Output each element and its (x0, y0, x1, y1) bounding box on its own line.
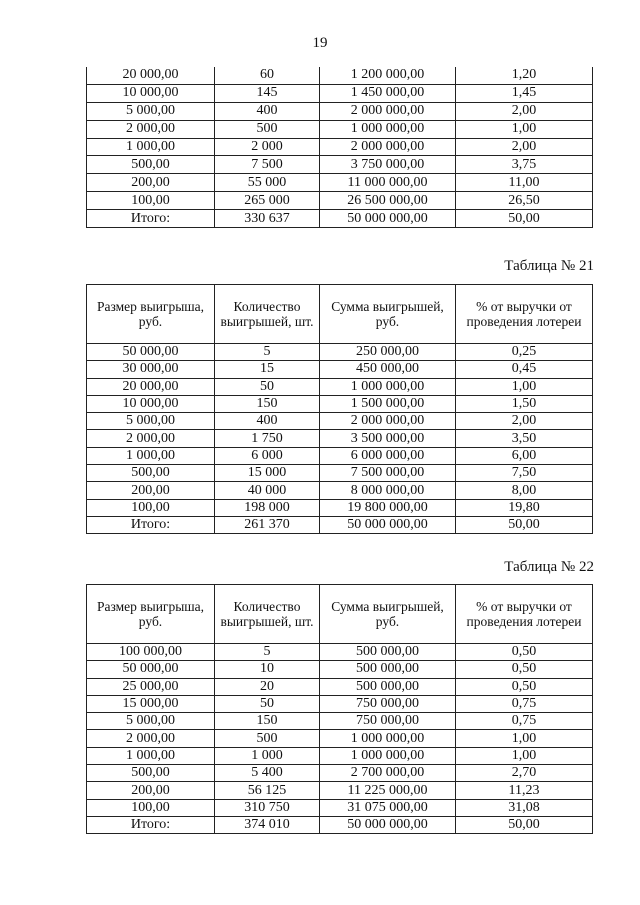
cell-prize-count: 500 (215, 120, 320, 138)
cell-prize-size: 20 000,00 (87, 378, 215, 395)
cell-prize-sum: 50 000 000,00 (320, 516, 456, 533)
cell-revenue-percent: 2,00 (456, 102, 593, 120)
table-row (87, 120, 593, 138)
table-row (87, 192, 593, 210)
cell-revenue-percent: 1,00 (456, 730, 593, 747)
cell-prize-size: 200,00 (87, 782, 215, 799)
header-prize-sum: Сумма выигрышей, руб. (320, 585, 456, 644)
cell-prize-size: 500,00 (87, 765, 215, 782)
cell-revenue-percent: 3,75 (456, 156, 593, 174)
cell-revenue-percent: 0,25 (456, 344, 593, 361)
table-row (87, 799, 593, 816)
cell-prize-sum: 3 750 000,00 (320, 156, 456, 174)
cell-prize-count: 60 (215, 67, 320, 84)
cell-prize-sum: 1 500 000,00 (320, 395, 456, 412)
table-body (87, 644, 593, 834)
cell-prize-sum: 500 000,00 (320, 644, 456, 661)
table-row (87, 447, 593, 464)
cell-prize-sum: 11 000 000,00 (320, 174, 456, 192)
cell-prize-size: 200,00 (87, 482, 215, 499)
cell-prize-count: 265 000 (215, 192, 320, 210)
cell-revenue-percent: 50,00 (456, 516, 593, 533)
table-row (87, 678, 593, 695)
cell-prize-size: 100,00 (87, 499, 215, 516)
cell-revenue-percent: 31,08 (456, 799, 593, 816)
cell-prize-count: 1 750 (215, 430, 320, 447)
cell-prize-size: Итого: (87, 210, 215, 228)
cell-prize-count: 7 500 (215, 156, 320, 174)
table-row (87, 465, 593, 482)
table-row (87, 84, 593, 102)
table-row (87, 174, 593, 192)
cell-prize-size: 2 000,00 (87, 120, 215, 138)
cell-prize-count: 50 (215, 695, 320, 712)
continued-prize-table (86, 67, 593, 228)
cell-prize-count: 5 (215, 644, 320, 661)
cell-revenue-percent: 26,50 (456, 192, 593, 210)
cell-prize-count: 145 (215, 84, 320, 102)
cell-prize-sum: 2 000 000,00 (320, 138, 456, 156)
prize-table-22 (86, 584, 593, 834)
cell-prize-size: 2 000,00 (87, 730, 215, 747)
header-row (87, 285, 593, 344)
cell-prize-size: 5 000,00 (87, 413, 215, 430)
table-row (87, 361, 593, 378)
cell-prize-sum: 2 000 000,00 (320, 413, 456, 430)
cell-prize-count: 15 (215, 361, 320, 378)
cell-prize-sum: 1 000 000,00 (320, 378, 456, 395)
cell-prize-count: 330 637 (215, 210, 320, 228)
cell-prize-size: 1 000,00 (87, 138, 215, 156)
header-row (87, 585, 593, 644)
table-row (87, 156, 593, 174)
table-row (87, 644, 593, 661)
cell-prize-count: 10 (215, 661, 320, 678)
table-row (87, 378, 593, 395)
cell-revenue-percent: 8,00 (456, 482, 593, 499)
cell-prize-size: Итого: (87, 816, 215, 833)
table-21-caption: Таблица № 21 (504, 258, 594, 274)
cell-prize-count: 310 750 (215, 799, 320, 816)
cell-prize-sum: 31 075 000,00 (320, 799, 456, 816)
cell-prize-sum: 3 500 000,00 (320, 430, 456, 447)
header-revenue-percent: % от выручки от проведения лотереи (456, 285, 593, 344)
cell-prize-count: 15 000 (215, 465, 320, 482)
cell-prize-size: 100 000,00 (87, 644, 215, 661)
table-body (87, 67, 593, 228)
cell-revenue-percent: 0,50 (456, 644, 593, 661)
cell-prize-sum: 7 500 000,00 (320, 465, 456, 482)
cell-prize-count: 261 370 (215, 516, 320, 533)
header-prize-size: Размер выигрыша, руб. (87, 285, 215, 344)
cell-revenue-percent: 11,23 (456, 782, 593, 799)
cell-prize-sum: 1 450 000,00 (320, 84, 456, 102)
table-row (87, 102, 593, 120)
table-row (87, 695, 593, 712)
table-row (87, 210, 593, 228)
cell-prize-sum: 6 000 000,00 (320, 447, 456, 464)
table-row (87, 413, 593, 430)
cell-prize-count: 500 (215, 730, 320, 747)
cell-prize-size: 500,00 (87, 465, 215, 482)
prize-table-21 (86, 284, 593, 534)
cell-prize-size: 25 000,00 (87, 678, 215, 695)
cell-revenue-percent: 1,45 (456, 84, 593, 102)
cell-prize-size: 10 000,00 (87, 84, 215, 102)
cell-prize-count: 5 400 (215, 765, 320, 782)
cell-prize-count: 20 (215, 678, 320, 695)
cell-prize-sum: 500 000,00 (320, 661, 456, 678)
table-row (87, 713, 593, 730)
page-number: 19 (312, 35, 328, 51)
table-row (87, 782, 593, 799)
table-row (87, 765, 593, 782)
cell-prize-sum: 1 000 000,00 (320, 730, 456, 747)
table-row (87, 499, 593, 516)
cell-prize-size: 50 000,00 (87, 344, 215, 361)
cell-prize-size: 15 000,00 (87, 695, 215, 712)
cell-revenue-percent: 0,50 (456, 661, 593, 678)
table-header (87, 285, 593, 344)
cell-prize-count: 150 (215, 713, 320, 730)
table-row (87, 344, 593, 361)
cell-prize-size: 1 000,00 (87, 747, 215, 764)
cell-prize-count: 400 (215, 413, 320, 430)
cell-revenue-percent: 1,20 (456, 67, 593, 84)
cell-prize-size: 1 000,00 (87, 447, 215, 464)
cell-prize-size: 5 000,00 (87, 713, 215, 730)
cell-prize-sum: 450 000,00 (320, 361, 456, 378)
table-row (87, 482, 593, 499)
cell-prize-count: 150 (215, 395, 320, 412)
cell-revenue-percent: 50,00 (456, 816, 593, 833)
header-prize-count: Количество выигрышей, шт. (215, 285, 320, 344)
cell-revenue-percent: 0,75 (456, 695, 593, 712)
cell-revenue-percent: 6,00 (456, 447, 593, 464)
cell-prize-sum: 2 000 000,00 (320, 102, 456, 120)
cell-prize-count: 40 000 (215, 482, 320, 499)
header-prize-count: Количество выигрышей, шт. (215, 585, 320, 644)
table-row (87, 67, 593, 84)
header-prize-sum: Сумма выигрышей, руб. (320, 285, 456, 344)
cell-prize-sum: 19 800 000,00 (320, 499, 456, 516)
table-row (87, 430, 593, 447)
cell-prize-count: 6 000 (215, 447, 320, 464)
cell-prize-size: 30 000,00 (87, 361, 215, 378)
cell-prize-sum: 50 000 000,00 (320, 210, 456, 228)
cell-prize-size: 100,00 (87, 799, 215, 816)
cell-prize-sum: 26 500 000,00 (320, 192, 456, 210)
cell-prize-sum: 11 225 000,00 (320, 782, 456, 799)
cell-prize-sum: 8 000 000,00 (320, 482, 456, 499)
table-row (87, 138, 593, 156)
cell-prize-size: 50 000,00 (87, 661, 215, 678)
cell-prize-sum: 250 000,00 (320, 344, 456, 361)
cell-prize-count: 50 (215, 378, 320, 395)
cell-revenue-percent: 0,50 (456, 678, 593, 695)
cell-prize-count: 2 000 (215, 138, 320, 156)
cell-prize-size: 5 000,00 (87, 102, 215, 120)
cell-prize-sum: 50 000 000,00 (320, 816, 456, 833)
cell-revenue-percent: 0,45 (456, 361, 593, 378)
table-header (87, 585, 593, 644)
cell-revenue-percent: 2,00 (456, 413, 593, 430)
table-row (87, 395, 593, 412)
table-row (87, 516, 593, 533)
cell-revenue-percent: 19,80 (456, 499, 593, 516)
cell-prize-sum: 750 000,00 (320, 713, 456, 730)
cell-revenue-percent: 50,00 (456, 210, 593, 228)
cell-prize-size: 20 000,00 (87, 67, 215, 84)
cell-prize-count: 5 (215, 344, 320, 361)
cell-prize-size: 10 000,00 (87, 395, 215, 412)
cell-prize-size: 2 000,00 (87, 430, 215, 447)
table-row (87, 747, 593, 764)
table-body (87, 344, 593, 534)
cell-prize-size: 200,00 (87, 174, 215, 192)
table-row (87, 730, 593, 747)
cell-revenue-percent: 2,70 (456, 765, 593, 782)
cell-prize-size: Итого: (87, 516, 215, 533)
cell-prize-count: 56 125 (215, 782, 320, 799)
cell-revenue-percent: 7,50 (456, 465, 593, 482)
cell-prize-sum: 2 700 000,00 (320, 765, 456, 782)
cell-prize-size: 100,00 (87, 192, 215, 210)
header-revenue-percent: % от выручки от проведения лотереи (456, 585, 593, 644)
cell-prize-sum: 1 000 000,00 (320, 120, 456, 138)
cell-revenue-percent: 1,00 (456, 120, 593, 138)
cell-revenue-percent: 1,00 (456, 747, 593, 764)
cell-revenue-percent: 2,00 (456, 138, 593, 156)
header-prize-size: Размер выигрыша, руб. (87, 585, 215, 644)
cell-prize-count: 55 000 (215, 174, 320, 192)
cell-prize-sum: 750 000,00 (320, 695, 456, 712)
cell-prize-count: 400 (215, 102, 320, 120)
cell-revenue-percent: 1,50 (456, 395, 593, 412)
cell-prize-sum: 1 200 000,00 (320, 67, 456, 84)
cell-prize-sum: 1 000 000,00 (320, 747, 456, 764)
cell-revenue-percent: 11,00 (456, 174, 593, 192)
cell-revenue-percent: 3,50 (456, 430, 593, 447)
table-22-caption: Таблица № 22 (504, 559, 594, 575)
cell-prize-size: 500,00 (87, 156, 215, 174)
cell-prize-sum: 500 000,00 (320, 678, 456, 695)
table-row (87, 816, 593, 833)
cell-prize-count: 198 000 (215, 499, 320, 516)
cell-revenue-percent: 0,75 (456, 713, 593, 730)
table-row (87, 661, 593, 678)
cell-prize-count: 1 000 (215, 747, 320, 764)
cell-prize-count: 374 010 (215, 816, 320, 833)
cell-revenue-percent: 1,00 (456, 378, 593, 395)
